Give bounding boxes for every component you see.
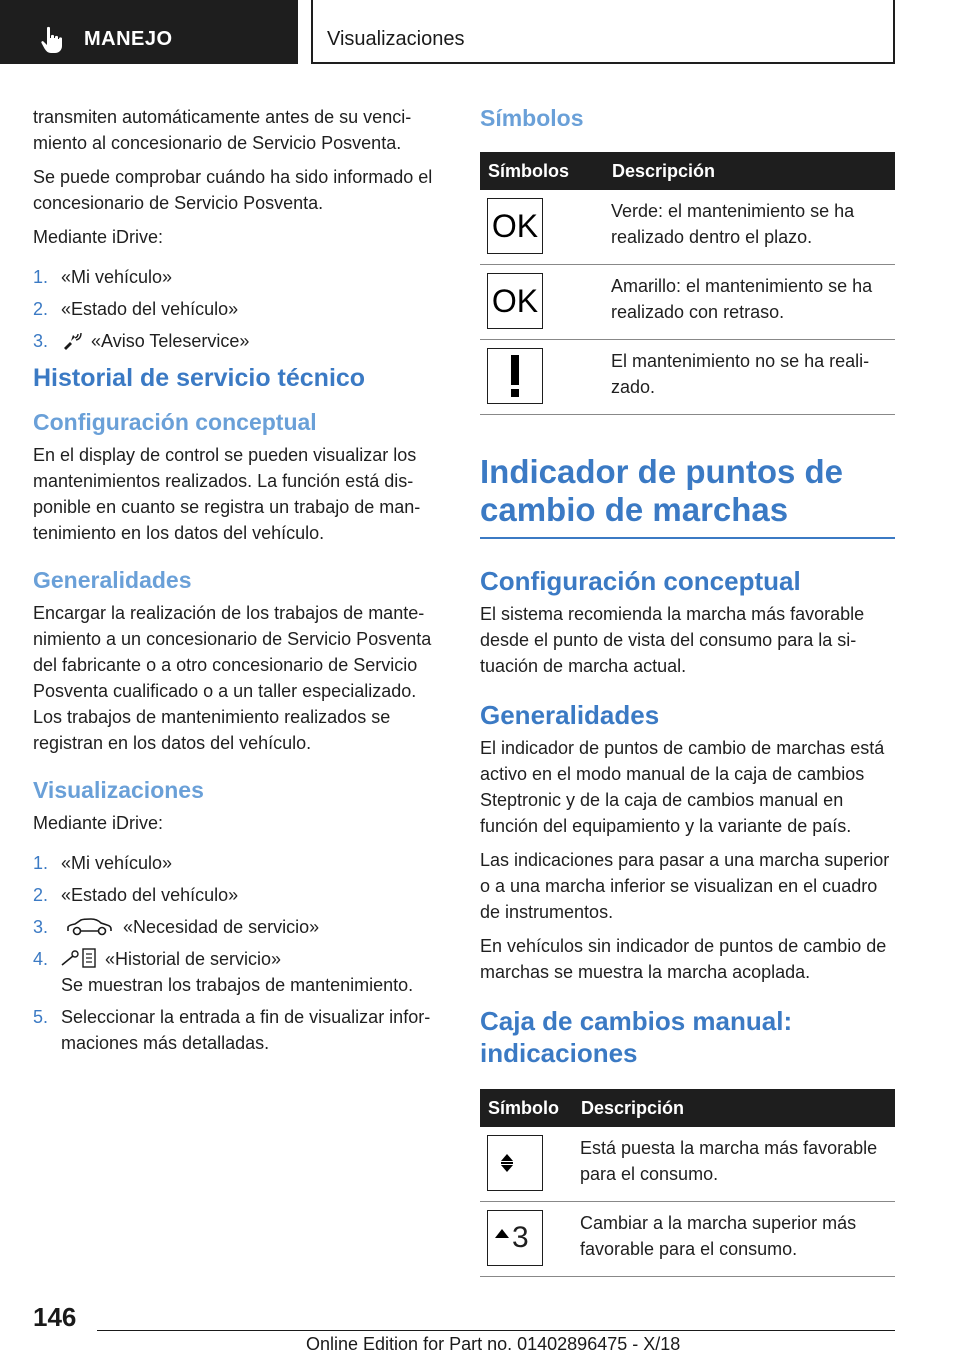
table-row [480,265,895,340]
step-number: 5. [33,1007,49,1027]
visual-intro: Mediante iDrive: [33,813,164,833]
heading-general-left: Generalidades [33,567,192,593]
footer-edition: Online Edition for Part no. 01402896475 - X/18 [306,1334,681,1354]
step-text: «Estado del vehículo» [61,299,239,319]
description-cell: Amarillo: el mantenimiento se ha realizado con retraso. [604,265,895,340]
left-column [33,104,445,1062]
step-number: 1. [33,267,49,287]
table-header-symbol: Símbolo [480,1089,573,1127]
step-text: «Aviso Teleservice» [91,331,250,351]
heading-simbolos: Símbolos [480,105,584,131]
step-text: «Necesidad de servicio» [123,917,320,937]
table-row [480,340,895,415]
hand-pointer-icon [40,26,66,54]
intro-paragraph-3: Mediante iDrive: [33,227,164,247]
list-item [33,882,445,908]
step-number: 3. [33,917,49,937]
table-row [480,1202,895,1277]
teleservice-icon [61,331,83,351]
step-number: 3. [33,331,49,351]
table-header-row [480,152,895,190]
config-paragraph-left: En el display de control se pueden visualizar los mantenimientos realizados. La función está disponible en cuanto se registra un trabajo de mantenimiento en los datos del vehículo. [33,445,421,543]
step-text: «Mi vehículo» [61,267,173,287]
symbols-table [480,152,895,415]
description-cell: El mantenimiento no se ha realizado. [604,340,895,415]
symbol-cell [480,190,604,265]
page-number: 146 [33,1302,77,1332]
step-text: «Estado del vehículo» [61,885,239,905]
general-paragraph-right-1: El indicador de puntos de cambio de marchas está activo en el modo manual de la caja de cambios Steptronic y de la caja de cambios manual en función del equipamiento y la variante de país. [480,738,885,836]
list-item [33,328,445,354]
description-cell: Verde: el mantenimiento se ha realizado dentro el plazo. [604,190,895,265]
list-item [33,296,445,322]
list-item [33,1004,445,1056]
steps-list-service [33,850,445,1056]
config-paragraph-right: El sistema recomienda la marcha más favorable desde el punto de vista del consumo para la situación de marcha actual. [480,604,865,676]
symbol-cell [480,340,604,415]
step-text: «Mi vehículo» [61,853,173,873]
table-header-symbol: Símbolos [480,152,604,190]
heading-general-right: Generalidades [480,700,660,730]
general-paragraph-right-2: Las indicaciones para pasar a una marcha superior o a una marcha inferior se visualizan en el cuadro de instrumentos. [480,850,890,922]
chapter-tab [311,0,895,64]
steps-list-teleservice [33,264,445,354]
step-text: «Historial de servicio» [105,949,282,969]
general-paragraph-right-3: En vehículos sin indicador de puntos de cambio de marchas se muestra la marcha acoplada. [480,936,887,982]
step-number: 2. [33,299,49,319]
section-tab [0,0,298,64]
gear-number: 3 [512,1221,529,1254]
heading-config-right: Configuración conceptual [480,566,801,596]
list-item [33,264,445,290]
heading-config-left: Configuración conceptual [33,409,317,435]
section-title: MANEJO [84,28,173,50]
symbol-cell [480,1202,573,1277]
step-subtext: Se muestran los trabajos de mantenimiento. [61,975,414,995]
symbol-cell [480,265,604,340]
heading-historial: Historial de servicio técnico [33,364,366,392]
list-item [33,914,445,940]
ok-green-icon: OK [487,198,543,254]
car-service-icon [65,917,113,937]
table-row [480,190,895,265]
description-cell: Está puesta la marcha más favorable para el consumo. [573,1127,895,1202]
heading-indicador: Indicador de puntos de cambio de marchas [480,453,895,539]
general-paragraph-left: Encargar la realización de los trabajos de mantenimiento a un concesionario de Servicio Posventa del fabricante o a otro concesionario de Servicio Posventa cualificado o a un taller especializado. Los trabajos de mantenimiento realizados se registran en los datos del vehículo. [33,603,432,753]
exclamation-icon [487,348,543,404]
gear-table [480,1089,895,1277]
description-cell: Cambiar a la marcha superior más favorable para el consumo. [573,1202,895,1277]
symbol-cell [480,1127,573,1202]
service-history-icon [61,947,97,969]
table-header-description: Descripción [604,152,895,190]
ok-yellow-icon: OK [487,273,543,329]
footer-divider [97,1330,895,1331]
heading-visualizaciones: Visualizaciones [33,777,204,803]
right-column [480,104,895,1277]
gear-optimal-icon [487,1135,543,1191]
table-row [480,1127,895,1202]
heading-caja: Caja de cambios manual: indicaciones [480,1006,793,1068]
list-item [33,946,445,998]
gear-shift-up-3-icon [487,1210,543,1266]
chapter-title: Visualizaciones [327,28,465,50]
step-number: 1. [33,853,49,873]
step-number: 4. [33,949,49,969]
step-number: 2. [33,885,49,905]
table-header-row [480,1089,895,1127]
table-header-description: Descripción [573,1089,895,1127]
intro-paragraph-1: transmiten automáticamente antes de su vencimiento al concesionario de Servicio Posventa. [33,107,412,153]
list-item [33,850,445,876]
step-text: Seleccionar la entrada a fin de visualizar informaciones más detalladas. [61,1007,431,1053]
intro-paragraph-2: Se puede comprobar cuándo ha sido informado el concesionario de Servicio Posventa. [33,167,433,213]
